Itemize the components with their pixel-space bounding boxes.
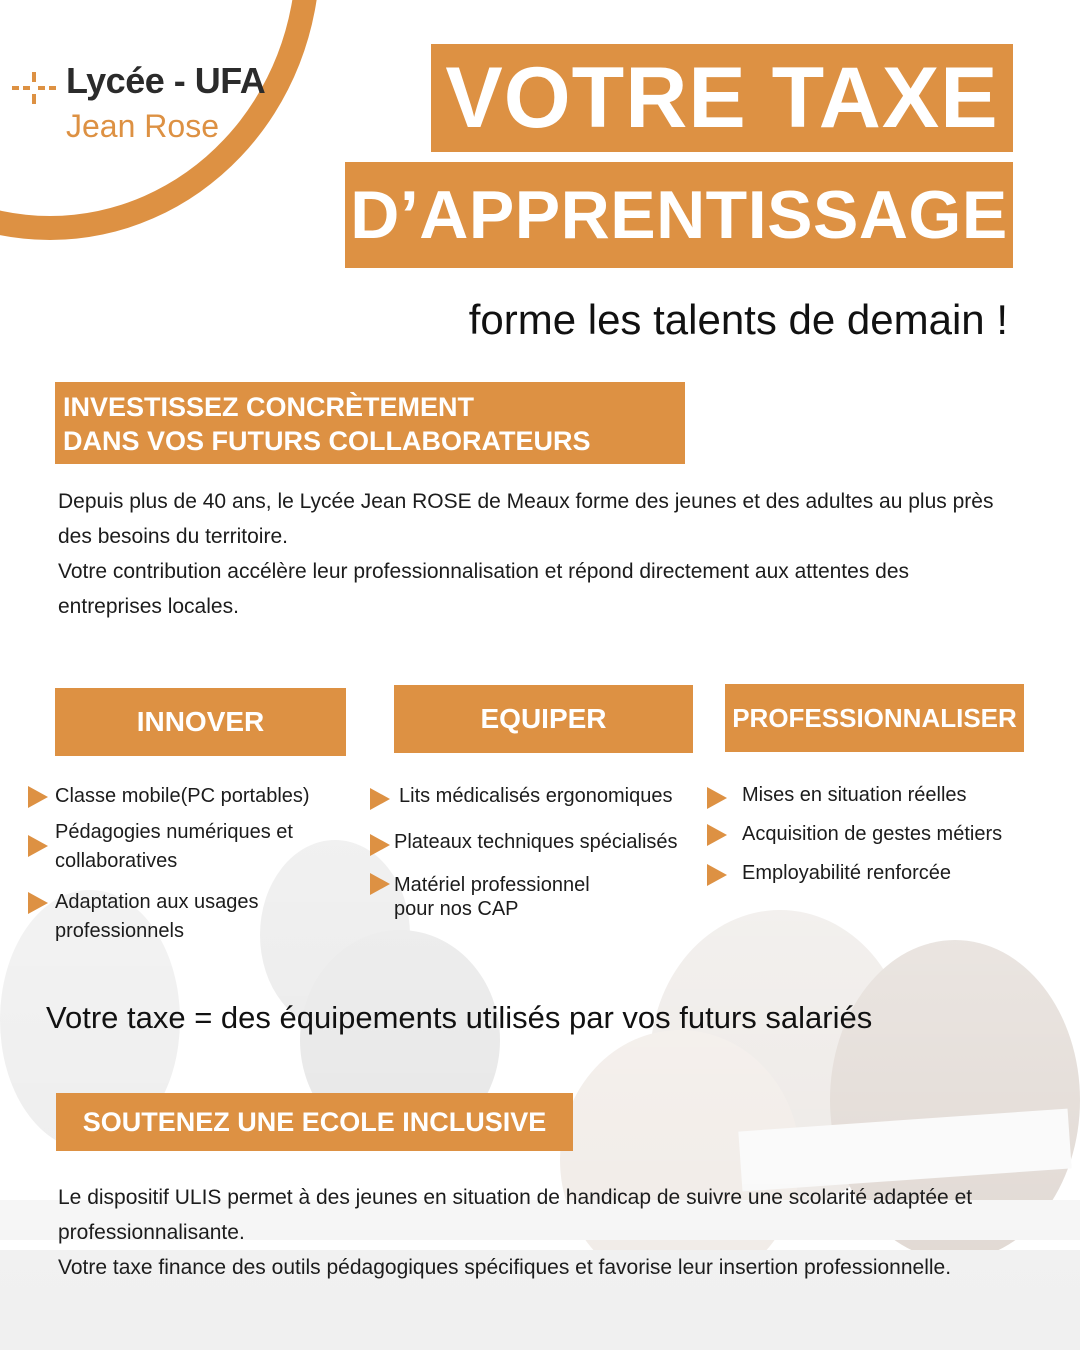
triangle-bullet-icon <box>707 824 727 846</box>
list-item-text: Pédagogies numériques et collaboratives <box>55 821 293 872</box>
list-item <box>394 782 694 828</box>
subtitle: forme les talents de demain ! <box>468 296 1008 343</box>
triangle-bullet-icon <box>370 788 390 810</box>
list-item-text: Employabilité renforcée <box>742 862 951 884</box>
list-item-text: Adaptation aux usages professionnels <box>55 891 259 942</box>
triangle-bullet-icon <box>370 873 390 895</box>
section-inclusive-paragraph-1: Le dispositif ULIS permet à des jeunes en situation de handicap de suivre une scolarité adaptée et professionnalisante. <box>58 1186 973 1244</box>
list-item-text: Plateaux techniques spécialisés <box>394 831 678 853</box>
title-line-2: D’APPRENTISSAGE <box>345 162 1013 268</box>
list-item-text: Mises en situation réelles <box>742 784 967 806</box>
list-item-text: Classe mobile(PC portables) <box>55 785 310 807</box>
list-item-text: Acquisition de gestes métiers <box>742 823 1003 845</box>
triangle-bullet-icon <box>28 835 48 857</box>
section-invest-paragraph-1: Depuis plus de 40 ans, le Lycée Jean ROSE de Meaux forme des jeunes et des adultes au plus près des besoins du territoire. <box>58 490 994 548</box>
logo-name-line-2: Jean Rose <box>66 108 219 144</box>
list-item <box>394 828 694 873</box>
pillar-heading-equiper: EQUIPER <box>394 685 693 753</box>
list-item <box>742 781 1042 820</box>
pillar-list-professionnaliser <box>742 781 1042 888</box>
section-invest-heading-line-1: INVESTISSEZ CONCRÈTEMENT <box>63 392 475 422</box>
pillar-heading-innover: INNOVER <box>55 688 346 756</box>
title-line-1: VOTRE TAXE <box>431 44 1013 152</box>
pillar-list-innover <box>55 782 355 946</box>
pillar-list-equiper <box>394 782 694 921</box>
section-invest-paragraph-2: Votre contribution accélère leur professionnalisation et répond directement aux attentes des entreprises locales. <box>58 560 910 618</box>
list-item <box>55 888 355 946</box>
triangle-bullet-icon <box>28 892 48 914</box>
triangle-bullet-icon <box>707 864 727 886</box>
triangle-bullet-icon <box>707 787 727 809</box>
cross-dashes-icon <box>12 66 56 110</box>
section-invest-heading-line-2: DANS VOS FUTURS COLLABORATEURS <box>63 426 591 456</box>
triangle-bullet-icon <box>28 786 48 808</box>
list-item <box>394 873 614 921</box>
list-item <box>742 859 1042 888</box>
logo-name-line-1: Lycée - UFA <box>66 60 266 101</box>
tagline: Votre taxe = des équipements utilisés par vos futurs salariés <box>46 1000 873 1035</box>
section-inclusive-body <box>58 1180 1018 1285</box>
list-item-text: Matériel professionnel pour nos CAP <box>394 874 590 920</box>
section-inclusive-heading: SOUTENEZ UNE ECOLE INCLUSIVE <box>56 1093 573 1151</box>
section-invest-heading <box>55 382 685 464</box>
section-inclusive-paragraph-2: Votre taxe finance des outils pédagogiques spécifiques et favorise leur insertion professionnelle. <box>58 1256 952 1279</box>
list-item <box>55 782 355 818</box>
list-item <box>55 818 355 888</box>
list-item <box>742 820 1042 859</box>
section-invest-body <box>58 484 1018 624</box>
list-item-text: Lits médicalisés ergonomiques <box>399 785 673 807</box>
pillar-heading-professionnaliser: PROFESSIONNALISER <box>725 684 1024 752</box>
triangle-bullet-icon <box>370 834 390 856</box>
